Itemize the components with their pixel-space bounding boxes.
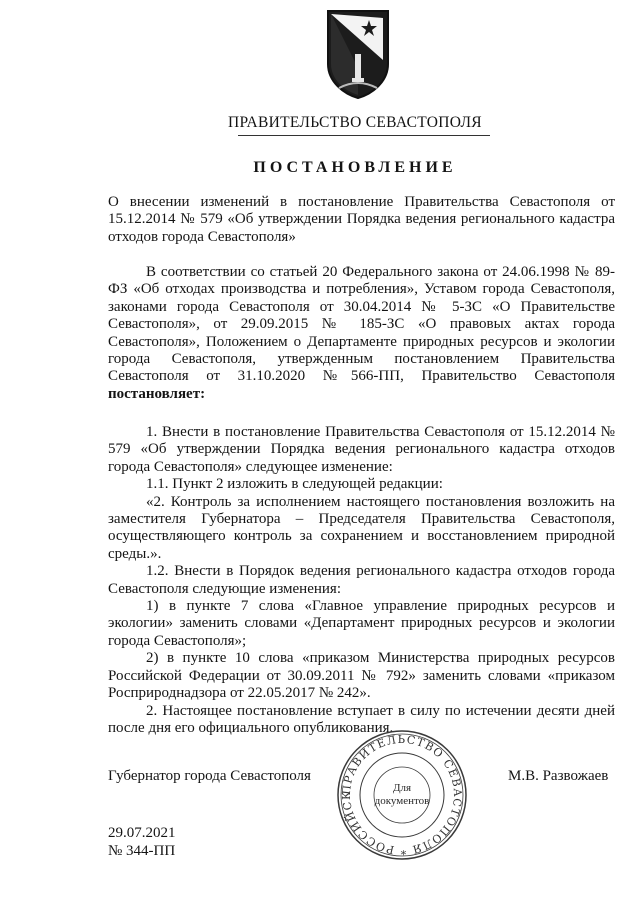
seal-center-line2: документов <box>374 795 430 807</box>
preamble-paragraph <box>108 264 615 403</box>
subject-text: О внесении изменений в постановление Правительства Севастополя от 15.12.2014 № 579 «Об утверждении Порядка ведения регионального кадастра отходов города Севастополя» <box>108 194 615 245</box>
seal-center <box>335 728 469 862</box>
document-type: ПОСТАНОВЛЕНИЕ <box>253 159 457 176</box>
paragraph-1-2-item-2: 2) в пункте 10 слова «приказом Министерства природных ресурсов Российской Федерации от 30.09.2011 № 792» заменить словами «приказом Росприроднадзора от 22.05.2017 № 242». <box>108 650 615 702</box>
document-date: 29.07.2021 <box>108 825 176 841</box>
seal-center-line1: Для <box>392 782 412 794</box>
paragraph-1-1-text: «2. Контроль за исполнением настоящего постановления возложить на заместителя Губернатора – Председателя Правительства Севастополя, осуществляющего контроль за сохранением и восстановлением природной среды.». <box>108 493 615 562</box>
signatory-name: М.В. Развожаев <box>508 768 609 784</box>
document-body <box>108 424 615 737</box>
official-seal <box>335 728 469 862</box>
paragraph-1-2: 1.2. Внести в Порядок ведения регионального кадастра отходов города Севастополя следующие изменения: <box>108 563 615 597</box>
seal-outer-text: ПРАВИТЕЛЬСТВО СЕВАСТОПОЛЯ * РОССИЙСК <box>339 732 465 858</box>
government-title: ПРАВИТЕЛЬСТВО СЕВАСТОПОЛЯ <box>228 114 482 131</box>
paragraph-1-1: 1.1. Пункт 2 изложить в следующей редакции: <box>146 476 443 493</box>
signature-position: Губернатор города Севастополя <box>108 768 311 784</box>
preamble <box>108 264 615 403</box>
paragraph-1-2-item-1: 1) в пункте 7 слова «Главное управление природных ресурсов и экологии» заменить словами «Департамент природных ресурсов и экологии города Севастополя»; <box>108 598 615 649</box>
document-number: № 344-ПП <box>108 843 176 859</box>
paragraph-1: 1. Внести в постановление Правительства Севастополя от 15.12.2014 № 579 «Об утверждении Порядка ведения регионального кадастра отходов города Севастополя» следующее изменение: <box>108 424 615 475</box>
preamble-emphasis: постановляет: <box>108 385 206 402</box>
title-underline <box>238 135 490 136</box>
document-subject <box>108 194 615 246</box>
preamble-text: В соответствии со статьей 20 Федерального закона от 24.06.1998 № 89-ФЗ «Об отходах производства и потребления», Уставом города Севастополя, законами города Севастополя от 30.04.2014 № 5-ЗС «О Правительстве Севастополя», от 29.09.2015 № 185-ЗС «О правовых актах города Севастополя», Положением о Департаменте природных ресурсов и экологии города Севастополя, утвержденным постановлением Правительства Севастополя от 31.10.2020 №566-ПП, Правительство Севастополя <box>108 264 615 385</box>
paragraph-2: 2. Настоящее постановление вступает в силу по истечении десяти дней после дня его официального опубликования. <box>108 702 615 736</box>
coat-of-arms-emblem <box>325 8 391 100</box>
